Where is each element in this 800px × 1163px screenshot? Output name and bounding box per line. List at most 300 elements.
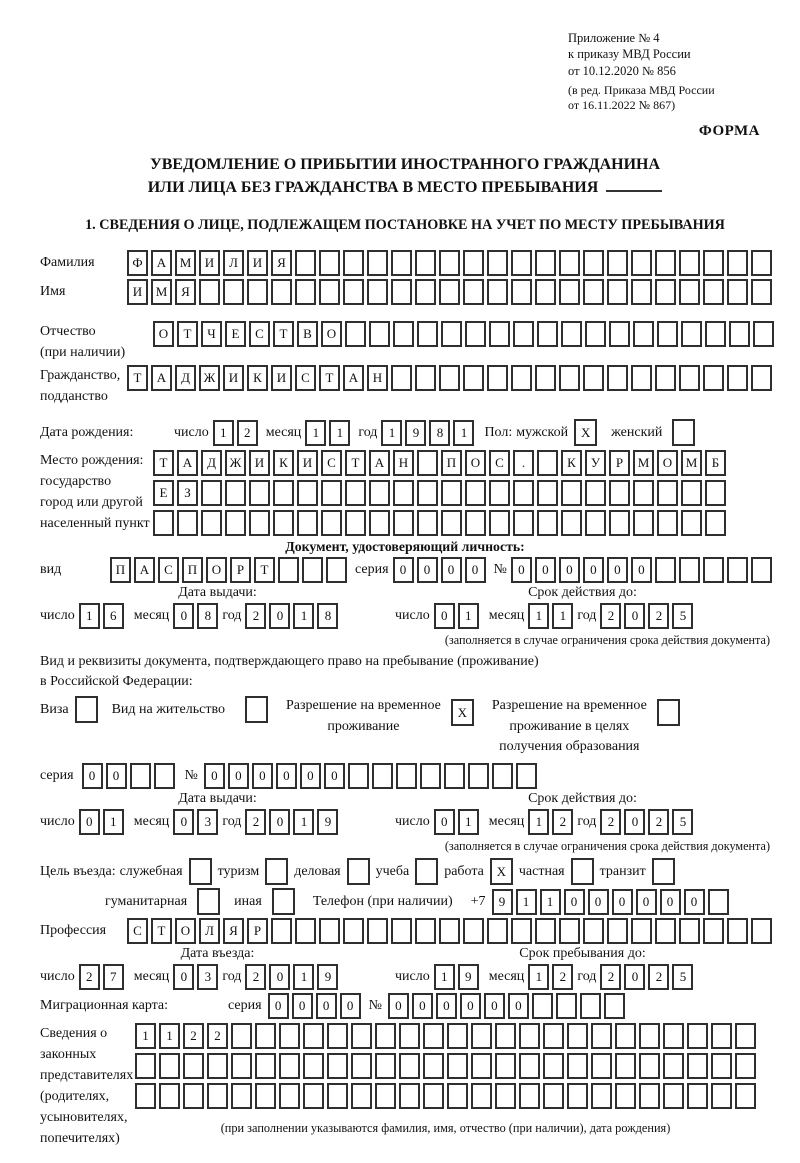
form-cell[interactable] (735, 1053, 756, 1079)
form-cell[interactable] (255, 1083, 276, 1109)
form-cell[interactable]: Л (223, 250, 244, 276)
form-cell[interactable]: 1 (329, 420, 350, 446)
form-cell[interactable]: 8 (429, 420, 450, 446)
form-cell[interactable]: 2 (207, 1023, 228, 1049)
form-cell[interactable] (207, 1053, 228, 1079)
form-cell[interactable] (535, 365, 556, 391)
form-cell[interactable] (348, 763, 369, 789)
form-cell[interactable] (559, 365, 580, 391)
form-cell[interactable]: О (657, 450, 678, 476)
form-cell[interactable] (343, 250, 364, 276)
form-cell[interactable]: О (321, 321, 342, 347)
form-cell[interactable] (417, 450, 438, 476)
form-cell[interactable]: 3 (197, 964, 218, 990)
form-cell[interactable]: Т (254, 557, 275, 583)
form-cell[interactable]: Л (199, 918, 220, 944)
form-cell[interactable] (321, 480, 342, 506)
form-cell[interactable]: 7 (103, 964, 124, 990)
form-cell[interactable] (393, 510, 414, 536)
form-cell[interactable]: Ж (225, 450, 246, 476)
form-cell[interactable]: 1 (135, 1023, 156, 1049)
form-cell[interactable] (679, 365, 700, 391)
form-cell[interactable] (273, 510, 294, 536)
form-cell[interactable]: А (134, 557, 155, 583)
form-cell[interactable] (735, 1083, 756, 1109)
form-cell[interactable]: И (297, 450, 318, 476)
form-cell[interactable] (463, 918, 484, 944)
form-cell[interactable] (559, 918, 580, 944)
form-cell[interactable] (225, 510, 246, 536)
form-cell[interactable] (199, 279, 220, 305)
form-cell[interactable]: 0 (276, 763, 297, 789)
form-cell[interactable] (639, 1023, 660, 1049)
form-cell[interactable]: Н (393, 450, 414, 476)
form-cell[interactable] (415, 365, 436, 391)
form-cell[interactable] (631, 365, 652, 391)
form-cell[interactable] (751, 279, 772, 305)
form-cell[interactable]: 1 (159, 1023, 180, 1049)
form-cell[interactable] (420, 763, 441, 789)
form-cell[interactable]: 1 (293, 964, 314, 990)
form-cell[interactable] (417, 321, 438, 347)
form-cell[interactable] (367, 250, 388, 276)
form-cell[interactable]: О (206, 557, 227, 583)
form-cell[interactable] (591, 1023, 612, 1049)
form-cell[interactable]: 2 (600, 809, 621, 835)
form-cell[interactable] (657, 480, 678, 506)
form-cell[interactable]: Р (230, 557, 251, 583)
form-cell[interactable]: М (681, 450, 702, 476)
form-cell[interactable] (415, 858, 438, 885)
form-cell[interactable] (183, 1083, 204, 1109)
form-cell[interactable] (513, 510, 534, 536)
form-cell[interactable] (231, 1053, 252, 1079)
form-cell[interactable] (681, 480, 702, 506)
form-cell[interactable] (687, 1083, 708, 1109)
form-cell[interactable] (393, 480, 414, 506)
form-cell[interactable] (279, 1053, 300, 1079)
form-cell[interactable]: С (321, 450, 342, 476)
form-cell[interactable] (735, 1023, 756, 1049)
form-cell[interactable] (631, 250, 652, 276)
form-cell[interactable]: Т (151, 918, 172, 944)
form-cell[interactable] (249, 480, 270, 506)
form-cell[interactable] (415, 250, 436, 276)
form-cell[interactable] (303, 1053, 324, 1079)
form-cell[interactable] (559, 279, 580, 305)
form-cell[interactable] (607, 279, 628, 305)
form-cell[interactable] (679, 918, 700, 944)
form-cell[interactable]: 1 (103, 809, 124, 835)
form-cell[interactable]: 0 (269, 809, 290, 835)
form-cell[interactable]: 2 (245, 964, 266, 990)
form-cell[interactable] (495, 1053, 516, 1079)
form-cell[interactable] (537, 450, 558, 476)
form-cell[interactable]: С (249, 321, 270, 347)
form-cell[interactable] (391, 279, 412, 305)
form-cell[interactable]: И (247, 250, 268, 276)
form-cell[interactable] (439, 365, 460, 391)
form-cell[interactable] (396, 763, 417, 789)
form-cell[interactable]: Б (705, 450, 726, 476)
form-cell[interactable] (439, 279, 460, 305)
form-cell[interactable] (585, 321, 606, 347)
form-cell[interactable] (583, 279, 604, 305)
form-cell[interactable]: 0 (436, 993, 457, 1019)
form-cell[interactable]: Н (367, 365, 388, 391)
form-cell[interactable] (583, 918, 604, 944)
form-cell[interactable]: З (177, 480, 198, 506)
form-cell[interactable] (652, 858, 675, 885)
form-cell[interactable] (302, 557, 323, 583)
form-cell[interactable] (655, 557, 676, 583)
form-cell[interactable] (687, 1023, 708, 1049)
form-cell[interactable] (561, 480, 582, 506)
form-cell[interactable]: 1 (434, 964, 455, 990)
form-cell[interactable] (447, 1083, 468, 1109)
form-cell[interactable] (441, 480, 462, 506)
form-cell[interactable]: 0 (412, 993, 433, 1019)
form-cell[interactable]: 5 (672, 603, 693, 629)
form-cell[interactable] (297, 480, 318, 506)
form-cell[interactable]: 0 (434, 603, 455, 629)
form-cell[interactable] (513, 480, 534, 506)
form-cell[interactable] (687, 1053, 708, 1079)
form-cell[interactable]: Р (609, 450, 630, 476)
form-cell[interactable]: Т (319, 365, 340, 391)
form-cell[interactable]: 0 (636, 889, 657, 915)
form-cell[interactable]: 0 (173, 603, 194, 629)
form-cell[interactable]: О (465, 450, 486, 476)
form-cell[interactable] (297, 510, 318, 536)
form-cell[interactable] (633, 480, 654, 506)
form-cell[interactable] (703, 279, 724, 305)
form-cell[interactable] (255, 1023, 276, 1049)
form-cell[interactable] (465, 321, 486, 347)
form-cell[interactable]: 0 (173, 809, 194, 835)
form-cell[interactable] (727, 557, 748, 583)
form-cell[interactable] (441, 510, 462, 536)
form-cell[interactable]: 0 (508, 993, 529, 1019)
form-cell[interactable] (177, 510, 198, 536)
form-cell[interactable]: И (127, 279, 148, 305)
form-cell[interactable] (543, 1023, 564, 1049)
form-cell[interactable] (487, 250, 508, 276)
form-cell[interactable] (207, 1083, 228, 1109)
form-cell[interactable] (703, 557, 724, 583)
form-cell[interactable] (463, 250, 484, 276)
form-cell[interactable] (465, 510, 486, 536)
form-cell[interactable] (487, 365, 508, 391)
form-cell[interactable] (369, 321, 390, 347)
form-cell[interactable] (444, 763, 465, 789)
form-cell[interactable] (393, 321, 414, 347)
form-cell[interactable]: 1 (293, 809, 314, 835)
form-cell[interactable] (543, 1083, 564, 1109)
form-cell[interactable] (519, 1053, 540, 1079)
form-cell[interactable] (295, 279, 316, 305)
form-cell[interactable] (751, 250, 772, 276)
form-cell[interactable] (399, 1083, 420, 1109)
form-cell[interactable] (663, 1083, 684, 1109)
form-cell[interactable]: У (585, 450, 606, 476)
form-cell[interactable] (492, 763, 513, 789)
form-cell[interactable] (367, 279, 388, 305)
form-cell[interactable]: Р (247, 918, 268, 944)
form-cell[interactable]: 2 (648, 603, 669, 629)
form-cell[interactable]: 2 (552, 964, 573, 990)
form-cell[interactable] (537, 510, 558, 536)
form-cell[interactable]: 0 (607, 557, 628, 583)
form-cell[interactable] (279, 1023, 300, 1049)
form-cell[interactable] (607, 250, 628, 276)
form-cell[interactable]: . (513, 450, 534, 476)
form-cell[interactable] (633, 510, 654, 536)
form-cell[interactable]: 0 (583, 557, 604, 583)
form-cell[interactable]: 9 (405, 420, 426, 446)
form-cell[interactable] (423, 1023, 444, 1049)
form-cell[interactable] (729, 321, 750, 347)
form-cell[interactable]: X (490, 858, 513, 885)
form-cell[interactable]: 0 (465, 557, 486, 583)
form-cell[interactable] (511, 365, 532, 391)
form-cell[interactable]: 9 (317, 809, 338, 835)
form-cell[interactable]: К (247, 365, 268, 391)
form-cell[interactable] (711, 1023, 732, 1049)
form-cell[interactable] (447, 1053, 468, 1079)
form-cell[interactable]: А (177, 450, 198, 476)
form-cell[interactable]: Я (175, 279, 196, 305)
form-cell[interactable]: С (295, 365, 316, 391)
form-cell[interactable] (399, 1023, 420, 1049)
form-cell[interactable] (751, 557, 772, 583)
form-cell[interactable] (271, 918, 292, 944)
form-cell[interactable]: 1 (293, 603, 314, 629)
form-cell[interactable] (561, 321, 582, 347)
form-cell[interactable]: 0 (484, 993, 505, 1019)
form-cell[interactable] (655, 279, 676, 305)
form-cell[interactable]: 0 (252, 763, 273, 789)
form-cell[interactable]: 0 (624, 809, 645, 835)
form-cell[interactable] (537, 480, 558, 506)
form-cell[interactable] (345, 480, 366, 506)
form-cell[interactable] (247, 279, 268, 305)
form-cell[interactable]: Ф (127, 250, 148, 276)
form-cell[interactable] (703, 918, 724, 944)
form-cell[interactable]: М (175, 250, 196, 276)
form-cell[interactable] (585, 480, 606, 506)
form-cell[interactable]: О (153, 321, 174, 347)
form-cell[interactable] (295, 918, 316, 944)
form-cell[interactable] (417, 480, 438, 506)
form-cell[interactable] (130, 763, 151, 789)
form-cell[interactable]: 2 (648, 809, 669, 835)
form-cell[interactable] (609, 480, 630, 506)
form-cell[interactable] (489, 480, 510, 506)
form-cell[interactable]: Т (273, 321, 294, 347)
form-cell[interactable] (153, 510, 174, 536)
form-cell[interactable] (375, 1053, 396, 1079)
form-cell[interactable]: 2 (600, 964, 621, 990)
form-cell[interactable]: А (343, 365, 364, 391)
form-cell[interactable]: 2 (552, 809, 573, 835)
form-cell[interactable] (351, 1053, 372, 1079)
form-cell[interactable] (319, 279, 340, 305)
form-cell[interactable] (679, 279, 700, 305)
form-cell[interactable]: 0 (559, 557, 580, 583)
form-cell[interactable]: 1 (453, 420, 474, 446)
form-cell[interactable]: А (151, 365, 172, 391)
form-cell[interactable]: 0 (660, 889, 681, 915)
form-cell[interactable] (265, 858, 288, 885)
form-cell[interactable] (375, 1083, 396, 1109)
form-cell[interactable] (183, 1053, 204, 1079)
form-cell[interactable] (679, 250, 700, 276)
form-cell[interactable] (272, 888, 295, 915)
form-cell[interactable]: 0 (82, 763, 103, 789)
form-cell[interactable] (231, 1083, 252, 1109)
form-cell[interactable] (439, 250, 460, 276)
form-cell[interactable] (727, 279, 748, 305)
form-cell[interactable] (154, 763, 175, 789)
form-cell[interactable] (583, 250, 604, 276)
form-cell[interactable] (303, 1083, 324, 1109)
form-cell[interactable] (708, 889, 729, 915)
form-cell[interactable] (727, 918, 748, 944)
form-cell[interactable] (345, 321, 366, 347)
form-cell[interactable] (703, 365, 724, 391)
form-cell[interactable] (391, 918, 412, 944)
form-cell[interactable]: К (273, 450, 294, 476)
form-cell[interactable]: 0 (268, 993, 289, 1019)
form-cell[interactable]: Я (271, 250, 292, 276)
form-cell[interactable] (655, 365, 676, 391)
form-cell[interactable]: 0 (228, 763, 249, 789)
form-cell[interactable]: 0 (511, 557, 532, 583)
form-cell[interactable] (225, 480, 246, 506)
form-cell[interactable] (468, 763, 489, 789)
form-cell[interactable] (633, 321, 654, 347)
form-cell[interactable] (135, 1053, 156, 1079)
form-cell[interactable]: 8 (317, 603, 338, 629)
form-cell[interactable]: М (151, 279, 172, 305)
form-cell[interactable] (567, 1053, 588, 1079)
form-cell[interactable]: 9 (492, 889, 513, 915)
form-cell[interactable] (399, 1053, 420, 1079)
form-cell[interactable] (535, 279, 556, 305)
form-cell[interactable]: 0 (316, 993, 337, 1019)
form-cell[interactable]: 9 (458, 964, 479, 990)
form-cell[interactable]: 0 (624, 964, 645, 990)
form-cell[interactable]: И (271, 365, 292, 391)
form-cell[interactable]: 1 (528, 964, 549, 990)
form-cell[interactable]: А (369, 450, 390, 476)
form-cell[interactable] (543, 1053, 564, 1079)
form-cell[interactable]: 0 (269, 603, 290, 629)
form-cell[interactable]: 0 (292, 993, 313, 1019)
form-cell[interactable] (271, 279, 292, 305)
form-cell[interactable] (189, 858, 212, 885)
form-cell[interactable] (631, 918, 652, 944)
form-cell[interactable]: 0 (106, 763, 127, 789)
form-cell[interactable] (391, 250, 412, 276)
form-cell[interactable] (447, 1023, 468, 1049)
form-cell[interactable]: 1 (381, 420, 402, 446)
form-cell[interactable]: 2 (79, 964, 100, 990)
form-cell[interactable] (423, 1053, 444, 1079)
form-cell[interactable] (471, 1053, 492, 1079)
form-cell[interactable]: Е (225, 321, 246, 347)
form-cell[interactable]: 0 (564, 889, 585, 915)
form-cell[interactable]: 0 (624, 603, 645, 629)
form-cell[interactable] (711, 1083, 732, 1109)
form-cell[interactable]: 2 (648, 964, 669, 990)
form-cell[interactable]: 0 (393, 557, 414, 583)
form-cell[interactable] (471, 1083, 492, 1109)
form-cell[interactable] (135, 1083, 156, 1109)
form-cell[interactable] (327, 1053, 348, 1079)
form-cell[interactable]: 0 (300, 763, 321, 789)
form-cell[interactable] (303, 1023, 324, 1049)
form-cell[interactable]: 1 (213, 420, 234, 446)
form-cell[interactable]: Т (345, 450, 366, 476)
form-cell[interactable]: 0 (204, 763, 225, 789)
form-cell[interactable] (615, 1023, 636, 1049)
form-cell[interactable] (567, 1083, 588, 1109)
form-cell[interactable] (655, 918, 676, 944)
form-cell[interactable] (489, 510, 510, 536)
form-cell[interactable] (201, 510, 222, 536)
form-cell[interactable]: 1 (528, 809, 549, 835)
form-cell[interactable] (273, 480, 294, 506)
form-cell[interactable] (75, 696, 98, 723)
form-cell[interactable] (327, 1083, 348, 1109)
form-cell[interactable]: 1 (79, 603, 100, 629)
form-cell[interactable]: 1 (458, 809, 479, 835)
form-cell[interactable]: 5 (672, 809, 693, 835)
form-cell[interactable] (535, 918, 556, 944)
form-cell[interactable]: Д (201, 450, 222, 476)
form-cell[interactable]: 0 (612, 889, 633, 915)
form-cell[interactable]: М (633, 450, 654, 476)
form-cell[interactable]: О (175, 918, 196, 944)
form-cell[interactable]: 0 (388, 993, 409, 1019)
form-cell[interactable] (639, 1053, 660, 1079)
form-cell[interactable] (679, 557, 700, 583)
form-cell[interactable] (604, 993, 625, 1019)
form-cell[interactable] (511, 250, 532, 276)
form-cell[interactable] (197, 888, 220, 915)
form-cell[interactable] (343, 279, 364, 305)
form-cell[interactable] (463, 279, 484, 305)
form-cell[interactable]: И (223, 365, 244, 391)
form-cell[interactable] (681, 321, 702, 347)
form-cell[interactable] (471, 1023, 492, 1049)
form-cell[interactable]: 1 (305, 420, 326, 446)
form-cell[interactable]: 1 (552, 603, 573, 629)
form-cell[interactable]: 0 (340, 993, 361, 1019)
form-cell[interactable]: 0 (417, 557, 438, 583)
form-cell[interactable]: 2 (245, 809, 266, 835)
form-cell[interactable]: 1 (540, 889, 561, 915)
form-cell[interactable]: 1 (528, 603, 549, 629)
form-cell[interactable] (591, 1083, 612, 1109)
form-cell[interactable] (327, 1023, 348, 1049)
form-cell[interactable] (615, 1053, 636, 1079)
form-cell[interactable] (655, 250, 676, 276)
form-cell[interactable]: 9 (317, 964, 338, 990)
form-cell[interactable]: 6 (103, 603, 124, 629)
